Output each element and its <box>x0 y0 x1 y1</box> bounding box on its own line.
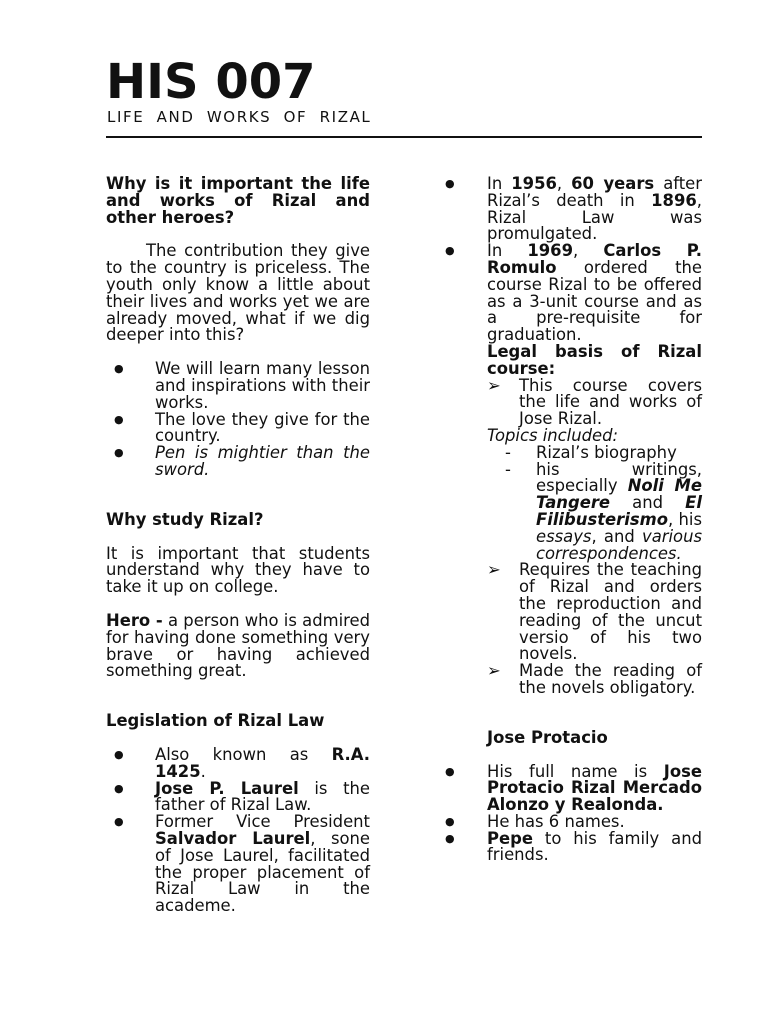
list-item: ● Also known as R.A. 1425. <box>106 747 370 781</box>
bullet-list <box>106 744 370 916</box>
list-item: ● We will learn many lesson and inspirations with their works. <box>106 361 370 411</box>
list-item: ➢ Requires the teaching of Rizal and orders the reproduction and reading of the uncut versio of his two novels. <box>487 562 702 663</box>
list-item: ● Pepe to his family and friends. <box>487 831 702 865</box>
dash-list <box>487 442 702 563</box>
list-item: - his writings, especially Noli Me Tangere and El Filibusterismo, his essays, and various correspondences. <box>487 462 702 563</box>
definition-text: a person who is admired for having done something very brave or having achieved something great. <box>106 610 370 681</box>
list-item: ● He has 6 names. <box>487 814 702 831</box>
page-subtitle: LIFE AND WORKS OF RIZAL <box>107 108 372 126</box>
section-heading: Why study Rizal? <box>106 509 264 529</box>
left-column <box>106 176 370 915</box>
page-title: HIS 007 <box>106 54 316 110</box>
arrow-list <box>487 375 702 429</box>
section-heading: Legislation of Rizal Law <box>106 711 325 731</box>
section-heading: Legal basis of Rizal course: <box>487 341 702 378</box>
bullet-list <box>487 761 702 865</box>
hero-definition <box>106 610 370 681</box>
list-item: ● Former Vice President Salvador Laurel, sone of Jose Laurel, facilitated the proper placement of Rizal Law in the academe. <box>106 814 370 915</box>
list-item: ● His full name is Jose Protacio Rizal Mercado Alonzo y Realonda. <box>487 764 702 814</box>
section-heading: Jose Protacio <box>487 727 608 747</box>
list-item: ● Jose P. Laurel is the father of Rizal Law. <box>106 781 370 815</box>
list-item: ● In 1969, Carlos P. Romulo ordered the course Rizal to be offered as a 3-unit course and as a pre-requisite for graduation. <box>487 243 702 344</box>
paragraph: It is important that students understand why they have to take it up on college. <box>106 543 370 597</box>
header-rule <box>106 136 702 138</box>
topics-label: Topics included: <box>487 425 619 445</box>
question-heading: Why is it important the life and works of Rizal and other heroes? <box>106 174 370 227</box>
arrow-list <box>487 562 702 696</box>
bullet-list <box>487 176 702 344</box>
list-item: ● The love they give for the country. <box>106 412 370 446</box>
list-item: ➢ This course covers the life and works of Jose Rizal. <box>487 378 702 428</box>
list-item: ➢ Made the reading of the novels obligatory. <box>487 663 702 697</box>
bullet-list <box>106 361 370 479</box>
list-item: ● Pen is mightier than the sword. <box>106 445 370 479</box>
list-item: ● In 1956, 60 years after Rizal’s death in 1896, Rizal Law was promulgated. <box>487 176 702 243</box>
right-column <box>487 176 702 864</box>
list-item: - Rizal’s biography <box>487 445 702 462</box>
paragraph: The contribution they give to the country is priceless. The youth only know a little about their lives and works yet we are already moved, what if we dig deeper into this? <box>106 241 370 345</box>
term: Hero - <box>106 610 163 630</box>
